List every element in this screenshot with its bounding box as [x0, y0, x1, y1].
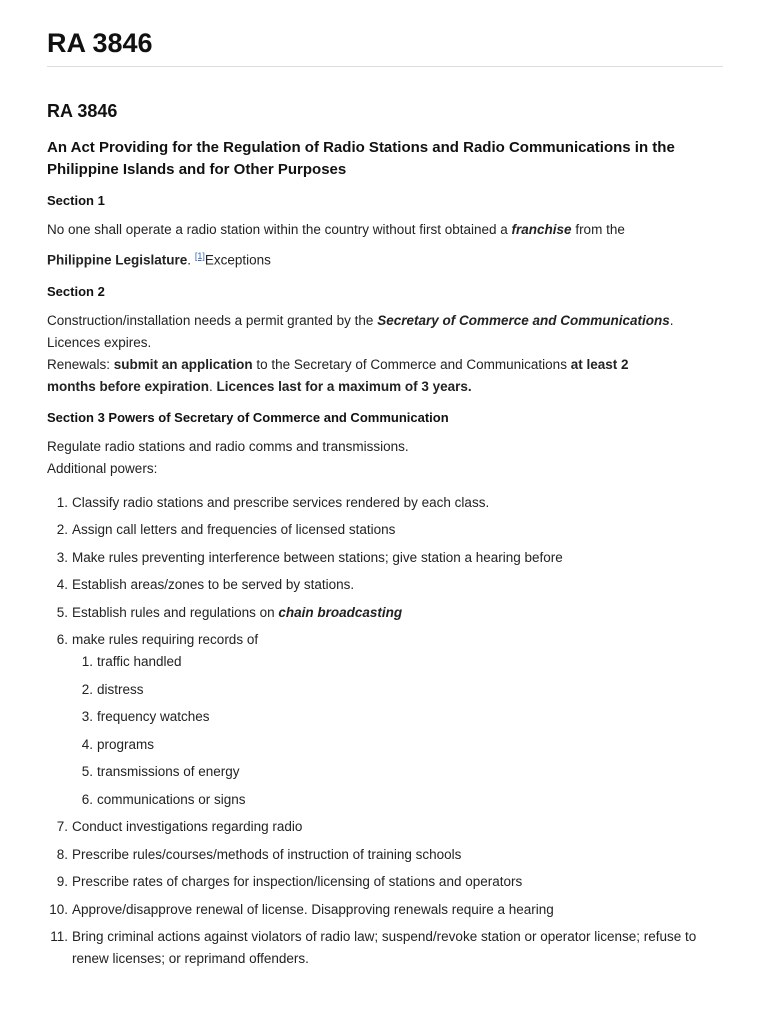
sublist-item [72, 734, 727, 756]
sublist-item [72, 706, 727, 728]
list-number: 4. [81, 736, 93, 752]
list-number: 3. [81, 709, 93, 724]
list-number: 10. [49, 901, 68, 917]
section-1-text-b: from the [571, 222, 625, 237]
list-number: 1. [81, 654, 93, 669]
months-term: months before expiration [47, 378, 210, 394]
section-1-period: . [187, 252, 192, 268]
sublist-item-text: traffic handled [97, 654, 182, 669]
list-number: 7. [56, 819, 68, 834]
section-2-text-c: to the Secretary of Commerce and Communications [252, 356, 571, 372]
list-item-text: Approve/disapprove renewal of license. Disapproving renewals require a hearing [72, 901, 554, 917]
list-number: 4. [56, 577, 68, 592]
list-item-text: Prescribe rates of charges for inspection/licensing of stations and operators [72, 874, 523, 889]
list-item [47, 871, 727, 893]
list-item [47, 602, 727, 624]
section-3-title: Section 3 Powers of Secretary of Commerce and Communication [47, 409, 449, 425]
list-item [47, 492, 727, 514]
list-item-text: Bring criminal actions against violators of radio law; suspend/revoke station or operator license; refuse to renew licenses; or reprimand offenders. [72, 929, 697, 966]
section-2-period: . [209, 378, 217, 394]
sublist-item-text: distress [97, 681, 144, 697]
list-number: 5. [56, 604, 68, 620]
list-item [47, 629, 727, 811]
list-number: 11. [50, 929, 68, 944]
section-3-line1: Regulate radio stations and radio comms and transmissions. [47, 438, 409, 454]
chain-broadcasting-term: chain broadcasting [278, 604, 403, 620]
section-1-text-a: No one shall operate a radio station within the country without first obtained a [47, 222, 512, 237]
list-item [47, 574, 727, 596]
list-number: 8. [56, 846, 68, 862]
section-1-text-line2 [47, 245, 727, 272]
section-3-line2: Additional powers: [47, 460, 158, 476]
sublist-item [72, 761, 727, 783]
sublist-item [72, 651, 727, 673]
article-content [47, 99, 727, 976]
section-2-text-a: Construction/installation needs a permit granted by the [47, 312, 378, 328]
list-number: 6. [56, 632, 68, 647]
list-number: 1. [56, 494, 68, 510]
sublist-item [72, 789, 727, 811]
title-divider [47, 66, 723, 67]
section-1-text [47, 219, 727, 241]
list-item-text: Assign call letters and frequencies of licensed stations [72, 522, 396, 537]
list-number: 5. [81, 764, 93, 779]
section-2-licences-expires: Licences expires. [47, 334, 152, 350]
renewals-label: Renewals: [47, 356, 114, 372]
list-number: 6. [81, 791, 93, 807]
list-number: 2. [81, 681, 93, 697]
page-title: RA 3846 [47, 28, 153, 58]
section-3-intro [47, 436, 727, 480]
sublist-item-text: communications or signs [97, 791, 246, 807]
section-1-title: Section 1 [47, 193, 105, 208]
franchise-term: franchise [511, 222, 572, 237]
document-subtitle: An Act Providing for the Regulation of Radio Stations and Radio Communications in the Philippine Islands and for Other Purposes [47, 139, 675, 178]
list-number: 9. [56, 874, 68, 889]
records-sublist [72, 651, 727, 811]
licences-last-term: Licences last for a maximum of 3 years. [216, 378, 472, 394]
section-2-text [47, 310, 727, 398]
document-heading: RA 3846 [47, 101, 118, 121]
sublist-item [72, 679, 727, 701]
sublist-item-text: programs [97, 736, 155, 752]
list-item-text: Establish rules and regulations on [72, 604, 279, 620]
list-item-text: make rules requiring records of [72, 632, 259, 647]
sublist-item-text: transmissions of energy [97, 764, 240, 779]
list-item-text: Prescribe rules/courses/methods of instruction of training schools [72, 846, 462, 862]
list-number: 2. [56, 522, 68, 537]
list-number: 3. [56, 549, 68, 565]
list-item [47, 547, 727, 569]
list-item [47, 899, 727, 921]
list-item-text: Make rules preventing interference between stations; give station a hearing before [72, 549, 563, 565]
powers-list [47, 492, 727, 971]
list-item [47, 816, 727, 838]
section-2-text-b: . [669, 312, 674, 328]
secretary-term: Secretary of Commerce and Communications [377, 312, 670, 328]
exceptions-text: Exceptions [204, 252, 271, 268]
submit-application-term: submit an application [113, 356, 253, 372]
list-item-text: Conduct investigations regarding radio [72, 819, 303, 834]
section-2-title: Section 2 [47, 283, 105, 299]
list-item-text: Establish areas/zones to be served by stations. [72, 577, 355, 592]
legislature-term: Philippine Legislature [47, 252, 188, 268]
list-item-text: Classify radio stations and prescribe services rendered by each class. [72, 494, 490, 510]
sublist-item-text: frequency watches [97, 709, 210, 724]
at-least-term: at least 2 [570, 356, 629, 372]
list-item [47, 519, 727, 541]
list-item [47, 844, 727, 866]
list-item [47, 926, 727, 970]
reference-link[interactable]: [1] [194, 251, 205, 261]
